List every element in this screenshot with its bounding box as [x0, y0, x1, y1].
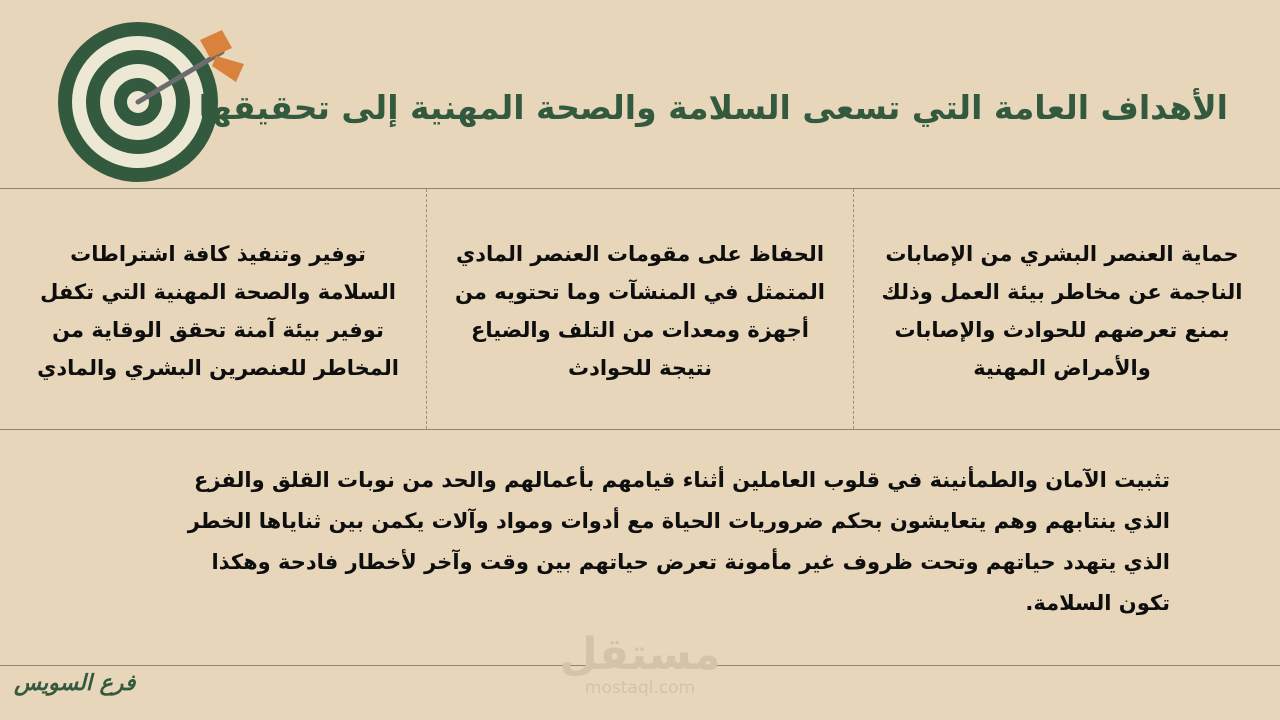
- arrow-feather-bottom: [212, 56, 244, 82]
- goal-text-1: حماية العنصر البشري من الإصابات الناجمة عن مخاطر بيئة العمل وذلك بمنع تعرضهم للحوادث والإصابات والأمراض المهنية: [881, 242, 1243, 380]
- watermark-arabic: مستقل: [559, 629, 721, 680]
- column-divider-left: [426, 189, 427, 429]
- page-title: الأهداف العامة التي تسعى السلامة والصحة المهنية إلى تحقيقها: [198, 88, 1228, 127]
- goal-column-1: [876, 200, 1248, 422]
- arrow-feather-top: [200, 30, 232, 58]
- column-divider-right: [853, 189, 854, 429]
- divider-top: [0, 188, 1280, 189]
- divider-bottom: [0, 665, 1280, 666]
- goal-column-2: [450, 200, 830, 422]
- goal-text-2: الحفاظ على مقومات العنصر المادي المتمثل في المنشآت وما تحتويه من أجهزة ومعدات من التلف والضياع نتيجة للحوادث: [455, 242, 825, 380]
- goal-column-3: [28, 200, 408, 422]
- branch-label: فرع السويس: [14, 670, 136, 696]
- divider-middle: [0, 429, 1280, 430]
- goal-text-3: توفير وتنفيذ كافة اشتراطات السلامة والصحة المهنية التي تكفل توفير بيئة آمنة تحقق الوقاية من المخاطر للعنصرين البشري والمادي: [37, 242, 399, 380]
- goal-text-4: تثبيت الآمان والطمأنينة في قلوب العاملين أثناء قيامهم بأعمالهم والحد من نوبات القلق والفزع الذي ينتابهم وهم يتعايشون بحكم ضروريات الحياة مع أدوات ومواد وآلات يكمن بين ثناياها الخطر الذي يتهدد حياتهم وتحت ظروف غير مأمونة تعرض حياتهم بين وقت وآخر لأخطار فادحة وهكذا تكون السلامة.: [187, 468, 1170, 615]
- watermark-latin: mostaql.com: [584, 678, 696, 698]
